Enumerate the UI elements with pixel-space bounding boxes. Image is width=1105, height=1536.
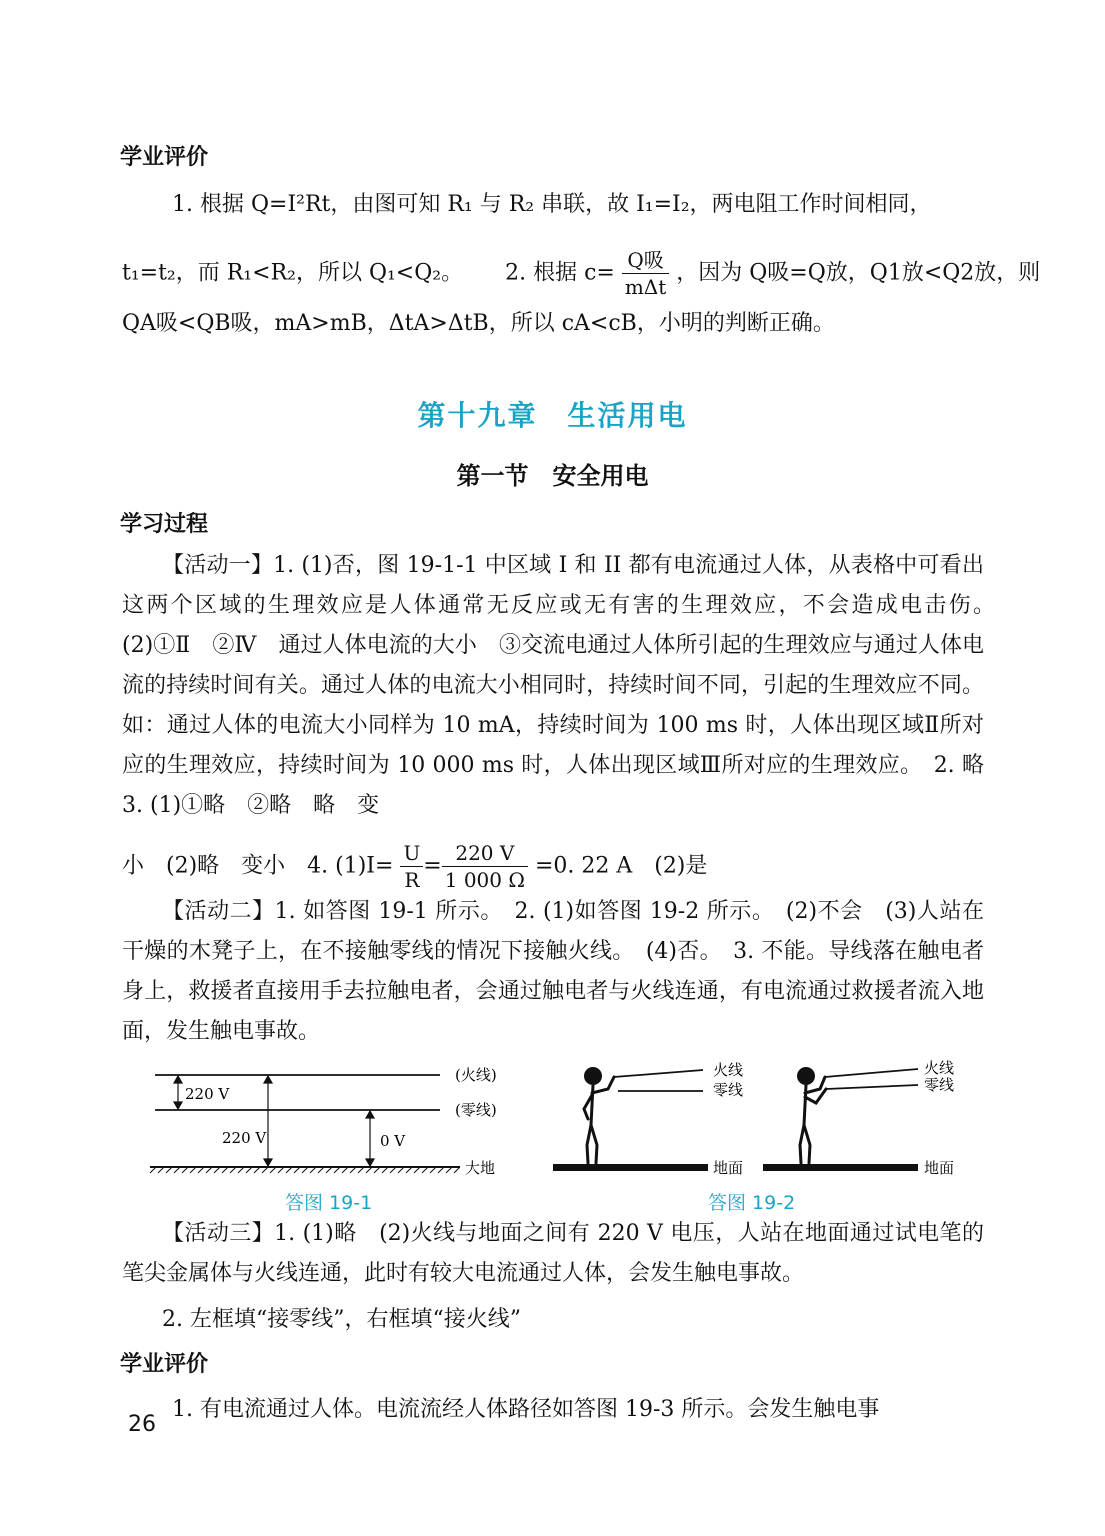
label-neutral-wire: (零线) — [455, 1101, 497, 1119]
chapter-title: 第十九章 生活用电 — [417, 399, 688, 432]
voltage-arrow-live-neutral — [174, 1076, 182, 1109]
person-left — [584, 1067, 614, 1163]
figure-19-2 — [548, 1055, 968, 1185]
ohm-fraction-2 — [442, 840, 528, 893]
ohm-denominator-2: 1 000 Ω — [444, 868, 525, 892]
activity-1-formula-line: 小 (2)略 变小 4. (1)I= $\frac{U}{R}$ = $\frac{220 V}{1 000 \Omega}$ =0. 22 A (2)是 — [122, 841, 708, 892]
fraction-denominator: mΔt — [624, 275, 667, 299]
label-earth: 大地 — [465, 1159, 496, 1177]
section-heading-learning-process: 学习过程 — [120, 512, 209, 537]
live-wire-right — [825, 1069, 918, 1077]
label-220v-a: 220 V — [185, 1085, 230, 1103]
evaluation-2-item-1: 1. 有电流通过人体。电流流经人体路径如答图 19-3 所示。会发生触电事 — [172, 1397, 880, 1422]
label-neutral-left: 零线 — [713, 1081, 744, 1099]
figure-19-1 — [140, 1055, 530, 1185]
ohm-numerator-1: U — [400, 840, 423, 867]
figure-19-1-caption: 答图 19-1 — [285, 1192, 373, 1214]
evaluation-line-2 — [122, 247, 1040, 300]
evaluation-line-2a: t₁=t₂，而 R₁<R₂，所以 Q₁<Q₂。 — [122, 260, 464, 286]
evaluation-line-3: QA吸<QB吸，mA>mB，ΔtA>ΔtB，所以 cA<cB，小明的判断正确。 — [122, 311, 835, 336]
activity-1-text: 【活动一】1. (1)否，图 19-1-1 中区域 I 和 II 都有电流通过人体，从表格中可看出这两个区域的生理效应是人体通常无反应或无有害的生理效应，不会造成电击伤。 (2)①Ⅱ ②Ⅳ 通过人体电流的大小 ③交流电通过人体所引起的生理效应与通过人体电流的持续时间有关。通过人体的电流大小相同时，持续时间不同，引起的生理效应不同。如：通过人体的电流大小同样为 10 mA，持续时间为 100 ms 时，人体出现区域Ⅱ所对应的生理效应，持续时间为 10 000 ms 时，人体出现区域Ⅲ所对应的生理效应。 2. 略 3. (1)①略 ②略 略 变 — [122, 553, 1007, 818]
label-live-left: 火线 — [713, 1061, 744, 1079]
person-right — [797, 1067, 826, 1163]
label-ground-left: 地面 — [713, 1159, 744, 1177]
activity-1-formula-suffix: =0. 22 A (2)是 — [534, 853, 708, 879]
live-wire-left — [614, 1070, 703, 1077]
fraction-numerator: Q吸 — [622, 247, 669, 274]
ohm-denominator-1: R — [404, 868, 420, 892]
page-number: 26 — [128, 1412, 156, 1437]
label-neutral-right: 零线 — [924, 1076, 955, 1094]
specific-heat-fraction — [622, 247, 669, 300]
voltage-arrow-neutral-ground — [366, 1111, 374, 1166]
label-live-wire: (火线) — [455, 1066, 497, 1084]
evaluation-line-2c: ，因为 Q吸=Q放，Q1放<Q2放，则 — [676, 260, 1041, 286]
evaluation-line-2b: 2. 根据 c= — [505, 260, 615, 286]
activity-3-item-2: 2. 左框填“接零线”，右框填“接火线” — [162, 1307, 521, 1332]
ohm-numerator-2: 220 V — [442, 840, 528, 867]
voltage-arrow-live-ground — [264, 1076, 272, 1166]
label-live-right: 火线 — [924, 1059, 955, 1077]
section-title: 第一节 安全用电 — [456, 462, 649, 490]
figure-19-2-caption: 答图 19-2 — [708, 1192, 796, 1214]
label-ground-right: 地面 — [924, 1159, 955, 1177]
activity-3-text: 【活动三】1. (1)略 (2)火线与地面之间有 220 V 电压，人站在地面通过试电笔的笔尖金属体与火线连通，此时有较大电流通过人体，会发生触电事故。 — [122, 1221, 984, 1286]
section-heading-evaluation-2: 学业评价 — [120, 1352, 209, 1377]
neutral-wire-right — [826, 1085, 918, 1089]
activity-2-text: 【活动二】1. 如答图 19-1 所示。 2. (1)如答图 19-2 所示。 (2)不会 (3)人站在干燥的木凳子上，在不接触零线的情况下接触火线。 (4)否。 3. 不能。导线落在触电者身上，救援者直接用手去拉触电者，会通过触电者与火线连通，有电流通过救援者流入地面，发生触电事故。 — [122, 899, 984, 1044]
ground-slab-left — [553, 1164, 708, 1171]
ground-slab-right — [763, 1164, 918, 1171]
section-heading-evaluation: 学业评价 — [120, 145, 209, 170]
label-220v-b: 220 V — [222, 1129, 267, 1147]
ohm-fraction-1 — [400, 840, 423, 893]
evaluation-line-1: 1. 根据 Q=I²Rt，由图可知 R₁ 与 R₂ 串联，故 I₁=I₂，两电阻工作时间相同， — [172, 192, 932, 217]
activity-1-formula-prefix: 小 (2)略 变小 4. (1)I= — [122, 853, 394, 879]
label-0v: 0 V — [380, 1132, 406, 1150]
